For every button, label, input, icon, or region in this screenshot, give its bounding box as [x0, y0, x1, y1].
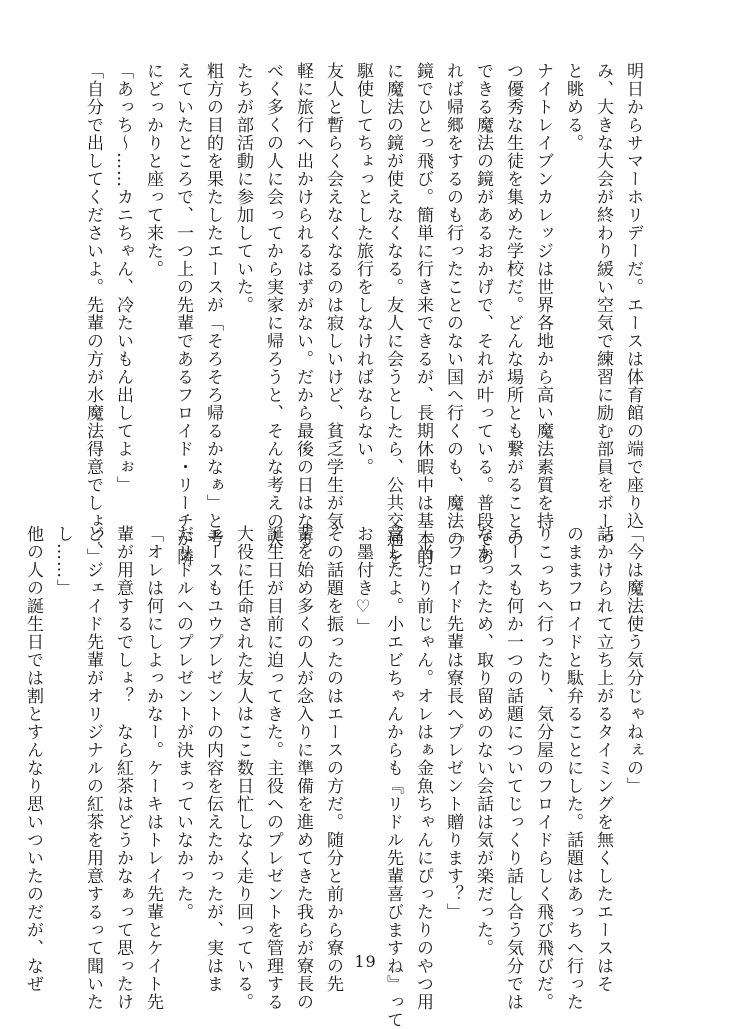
text-column: 他の人の誕生日では割とすんなり思いついたのだが、なぜ	[23, 525, 43, 993]
text-column: 意したよ。小エビちゃんからも『リドル先輩喜びますね』って	[383, 525, 403, 1029]
text-column: 「当たり前じゃん。オレはぁ金魚ちゃんにぴったりのやつ用	[413, 525, 433, 1011]
text-column: れば帰郷をするのも行ったことのない国へ行くのも、魔法の	[443, 62, 463, 548]
text-column: み、大きな大会が終わり緩い空気で練習に励む部員をボーっ	[593, 62, 613, 548]
text-column: 粗方の目的を果たしたエースが「そろそろ帰るかなぁ」と考	[203, 62, 223, 548]
text-column: 友人と暫らく会えなくなるのは寂しいけど、貧乏学生が気	[323, 62, 343, 530]
text-block-top	[78, 62, 648, 566]
text-column: ナイトレイブンカレッジは世界各地から高い魔法素質を持	[533, 62, 553, 530]
text-column: 明日からサマーホリデーだ。エースは体育館の端で座り込	[623, 62, 643, 530]
text-column: えていたところで、一つ上の先輩であるフロイド・リーチが隣	[173, 62, 193, 566]
text-column: だリドルへのプレゼントが決まっていなかった。	[173, 525, 193, 921]
text-column: 「フロイド先輩は寮長へプレゼント贈ります？」	[443, 525, 463, 921]
text-column: 誕生日が目前に迫ってきた。主役へのプレゼントを管理する	[263, 525, 283, 1011]
text-column: ど、ジェイド先輩がオリジナルの紅茶を用意するって聞いた	[83, 525, 103, 1011]
text-column: と眺める。	[563, 62, 583, 152]
text-column: その話題を振ったのはエースの方だ。随分と前から寮の先	[323, 525, 343, 993]
text-column: 輩を始め多くの人が念入りに準備を進めてきた我らが寮長の	[293, 525, 313, 1011]
text-column: 「今は魔法使う気分じゃねぇの」	[623, 525, 643, 795]
text-column: し……」	[53, 525, 73, 597]
text-column: できる魔法の鏡があるおかげで、それが叶っている。普段であ	[473, 62, 493, 566]
text-column: つ優秀な生徒を集めた学校だ。どんな場所とも繋がることの	[503, 62, 523, 548]
text-column: りこっちへ行ったり、気分屋のフロイドらしく飛び飛びだ。	[533, 525, 553, 1011]
text-column: 軽に旅行へ出かけられるはずがない。だから最後の日はなる	[293, 62, 313, 548]
page-number: 19	[354, 952, 377, 971]
text-column: のままフロイドと駄弁ることにした。話題はあっちへ行った	[563, 525, 583, 1011]
text-column: べく多くの人に会ってから実家に帰ろうと、そんな考えの人	[263, 62, 283, 548]
text-column: 大役に任命された友人はここ数日忙しなく走り回っている。	[233, 525, 253, 1011]
text-column: 話かけられて立ち上がるタイミングを無くしたエースはそ	[593, 525, 613, 993]
text-column: 「あっち〜……カニちゃん、冷たいもん出してよぉ」	[113, 62, 133, 494]
text-column: なかったため、取り留めのない会話は気が楽だった。	[473, 525, 493, 957]
text-column: 輩が用意するでしょ？ なら紅茶はどうかなぁって思ったけ	[113, 525, 133, 1011]
text-column: エースもユウプレゼントの内容を伝えたかったが、実はま	[203, 525, 223, 993]
text-column: 鏡でひとっ飛び。簡単に行き来できるが、長期休暇中は基本的	[413, 62, 433, 566]
text-column: 駆使してちょっとした旅行をしなければならない。	[353, 62, 373, 476]
text-column: 「自分で出してくださいよ。先輩の方が水魔法得意でしょ？」	[83, 62, 103, 566]
text-column: に魔法の鏡が使えなくなる。友人に会うとしたら、公共交通を	[383, 62, 403, 566]
text-column: にどっかりと座って来た。	[143, 62, 163, 278]
text-column: 「オレは何にしよっかなー。ケーキはトレイ先輩とケイト先	[143, 525, 163, 1011]
text-column: たちが部活動に参加していた。	[233, 62, 253, 314]
text-column: エースも何か一つの話題についてじっくり話し合う気分では	[503, 525, 523, 1011]
text-column: お墨付き♡」	[353, 525, 373, 636]
